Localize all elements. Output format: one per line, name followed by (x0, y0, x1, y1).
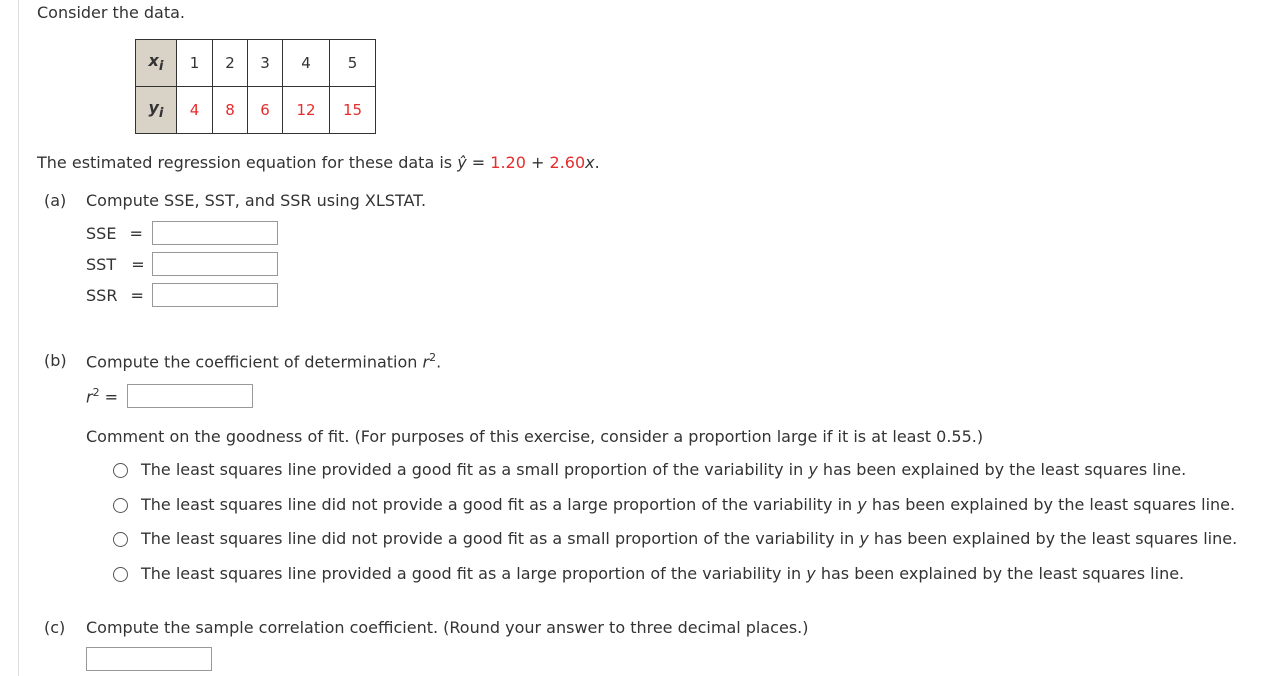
x-cell: 5 (330, 40, 376, 87)
x-cell: 4 (283, 40, 330, 87)
regression-equation: The estimated regression equation for these data is ŷ = 1.20 + 2.60x. (37, 153, 600, 172)
part-c-prompt: Compute the sample correlation coefficient. (Round your answer to three decimal places.) (86, 618, 809, 637)
option-radio[interactable] (113, 498, 128, 513)
data-table (135, 39, 376, 134)
part-a-prompt: Compute SSE, SST, and SSR using XLSTAT. (86, 191, 427, 210)
correlation-input[interactable] (86, 647, 212, 671)
part-c-label: (c) (44, 618, 66, 637)
option-label: The least squares line provided a good fit as a large proportion of the variability in y has been explained by the least squares line. (141, 564, 1185, 583)
goodness-of-fit-comment: Comment on the goodness of fit. (For purposes of this exercise, consider a proportion large if it is at least 0.55.) (86, 427, 984, 446)
ssr-label: SSR = (86, 286, 144, 305)
left-divider (18, 0, 19, 676)
sst-label: SST = (86, 255, 145, 274)
ssr-input[interactable] (152, 283, 278, 307)
y-cell: 6 (248, 87, 283, 134)
r-squared-input[interactable] (127, 384, 253, 408)
option-label: The least squares line did not provide a good fit as a large proportion of the variability in y has been explained by the least squares line. (141, 495, 1236, 514)
option-label: The least squares line provided a good fit as a small proportion of the variability in y has been explained by the least squares line. (141, 460, 1187, 479)
y-cell: 15 (330, 87, 376, 134)
x-cell: 1 (177, 40, 213, 87)
option-radio[interactable] (113, 463, 128, 478)
r-squared-label: $r^2$ = (86, 386, 119, 407)
option-label: The least squares line did not provide a good fit as a small proportion of the variability in y has been explained by the least squares line. (141, 529, 1238, 548)
x-header: $x_i$ (136, 40, 177, 87)
x-cell: 2 (213, 40, 248, 87)
option-radio[interactable] (113, 567, 128, 582)
y-row (136, 87, 376, 134)
part-b-prompt: Compute the coefficient of determination $r^2$. (86, 351, 442, 372)
y-cell: 4 (177, 87, 213, 134)
part-b-label: (b) (44, 351, 67, 370)
y-header: $y_i$ (136, 87, 177, 134)
y-cell: 8 (213, 87, 248, 134)
sse-label: SSE = (86, 224, 143, 243)
option-radio[interactable] (113, 532, 128, 547)
intro-text: Consider the data. (37, 3, 186, 22)
sst-input[interactable] (152, 252, 278, 276)
x-row (136, 40, 376, 87)
x-cell: 3 (248, 40, 283, 87)
y-cell: 12 (283, 87, 330, 134)
part-a-label: (a) (44, 191, 67, 210)
sse-input[interactable] (152, 221, 278, 245)
